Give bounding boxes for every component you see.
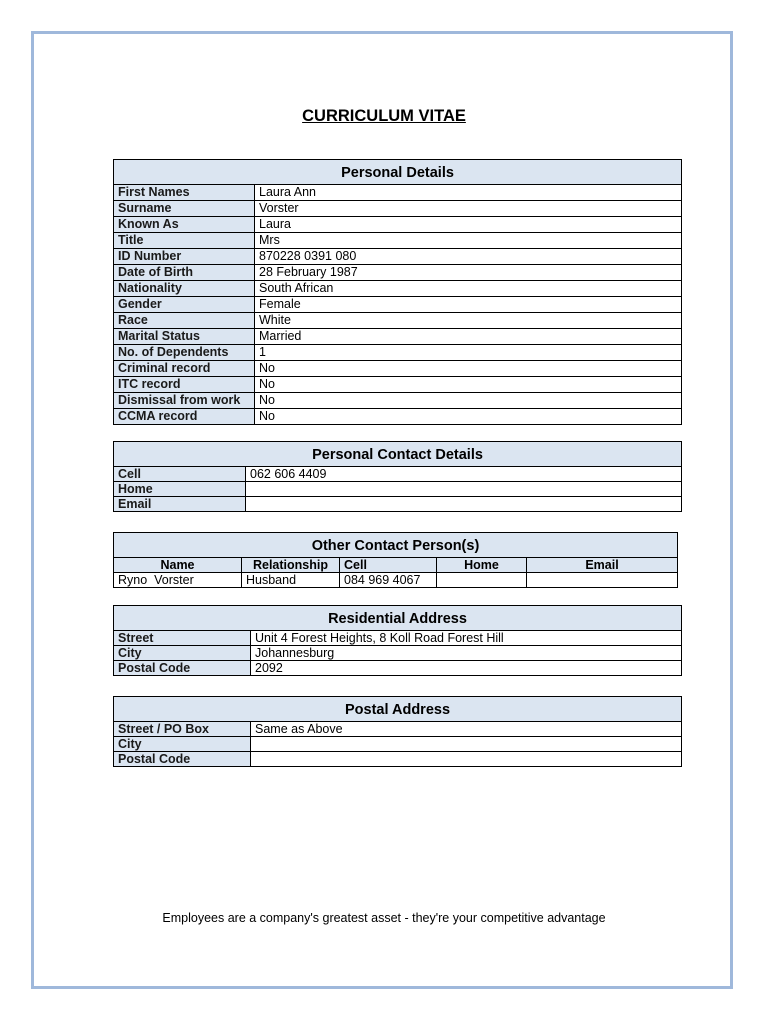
field-label: Street [114, 631, 251, 646]
field-value: South African [255, 281, 682, 297]
field-label: Gender [114, 297, 255, 313]
contact-home [437, 573, 527, 588]
field-value: 062 606 4409 [246, 467, 682, 482]
footer-tagline: Employees are a company's greatest asset - they're your competitive advantage [162, 911, 606, 925]
table-row [114, 467, 682, 482]
field-value [246, 497, 682, 512]
column-header-relationship: Relationship [242, 558, 340, 573]
field-label: Home [114, 482, 246, 497]
field-value: Unit 4 Forest Heights, 8 Koll Road Forest Hill [251, 631, 682, 646]
table-row [114, 661, 682, 676]
table-row [114, 313, 682, 329]
contact-relationship: Husband [242, 573, 340, 588]
table-row [114, 573, 678, 588]
field-label: Date of Birth [114, 265, 255, 281]
field-value [246, 482, 682, 497]
field-label: Nationality [114, 281, 255, 297]
field-value: No [255, 361, 682, 377]
residential-address-table [113, 605, 682, 676]
postal-address-header: Postal Address [114, 697, 682, 722]
table-row [114, 361, 682, 377]
field-label: First Names [114, 185, 255, 201]
field-value: Female [255, 297, 682, 313]
field-value: No [255, 393, 682, 409]
field-label: CCMA record [114, 409, 255, 425]
postal-address-table [113, 696, 682, 767]
field-value: Married [255, 329, 682, 345]
field-value: Same as Above [251, 722, 682, 737]
table-row [114, 201, 682, 217]
table-row [114, 297, 682, 313]
personal-details-table [113, 159, 682, 425]
field-value: Laura Ann [255, 185, 682, 201]
other-contacts-table [113, 532, 678, 588]
table-row [114, 217, 682, 233]
column-header-home: Home [437, 558, 527, 573]
field-value: 2092 [251, 661, 682, 676]
field-value: Johannesburg [251, 646, 682, 661]
table-row [114, 409, 682, 425]
field-value: 1 [255, 345, 682, 361]
field-label: City [114, 646, 251, 661]
field-label: Street / PO Box [114, 722, 251, 737]
table-row [114, 752, 682, 767]
field-value: 28 February 1987 [255, 265, 682, 281]
table-row [114, 646, 682, 661]
field-label: Marital Status [114, 329, 255, 345]
personal-details-header: Personal Details [114, 160, 682, 185]
field-label: Postal Code [114, 752, 251, 767]
field-label: Cell [114, 467, 246, 482]
field-value: Laura [255, 217, 682, 233]
column-header-cell: Cell [340, 558, 437, 573]
contact-email [527, 573, 678, 588]
field-value: White [255, 313, 682, 329]
field-label: Postal Code [114, 661, 251, 676]
personal-contact-header: Personal Contact Details [114, 442, 682, 467]
table-row [114, 631, 682, 646]
other-contacts-header: Other Contact Person(s) [114, 533, 678, 558]
table-row [114, 345, 682, 361]
table-row [114, 265, 682, 281]
field-value [251, 752, 682, 767]
field-label: ITC record [114, 377, 255, 393]
table-row [114, 722, 682, 737]
field-value: 870228 0391 080 [255, 249, 682, 265]
table-row [114, 393, 682, 409]
contact-cell: 084 969 4067 [340, 573, 437, 588]
field-value: Mrs [255, 233, 682, 249]
residential-address-header: Residential Address [114, 606, 682, 631]
field-label: Criminal record [114, 361, 255, 377]
field-label: Dismissal from work [114, 393, 255, 409]
field-value: No [255, 409, 682, 425]
table-row [114, 233, 682, 249]
table-row [114, 185, 682, 201]
personal-contact-table [113, 441, 682, 512]
field-label: Surname [114, 201, 255, 217]
table-row [114, 281, 682, 297]
field-label: Race [114, 313, 255, 329]
field-label: Known As [114, 217, 255, 233]
page-title: CURRICULUM VITAE [302, 107, 466, 125]
table-row [114, 737, 682, 752]
contact-name: Ryno Vorster [114, 573, 242, 588]
table-row [114, 249, 682, 265]
table-row [114, 497, 682, 512]
column-header-email: Email [527, 558, 678, 573]
table-row [114, 329, 682, 345]
field-value: No [255, 377, 682, 393]
field-value: Vorster [255, 201, 682, 217]
field-label: Title [114, 233, 255, 249]
table-row [114, 377, 682, 393]
field-label: City [114, 737, 251, 752]
column-header-name: Name [114, 558, 242, 573]
table-row [114, 482, 682, 497]
field-label: Email [114, 497, 246, 512]
field-label: ID Number [114, 249, 255, 265]
field-label: No. of Dependents [114, 345, 255, 361]
field-value [251, 737, 682, 752]
